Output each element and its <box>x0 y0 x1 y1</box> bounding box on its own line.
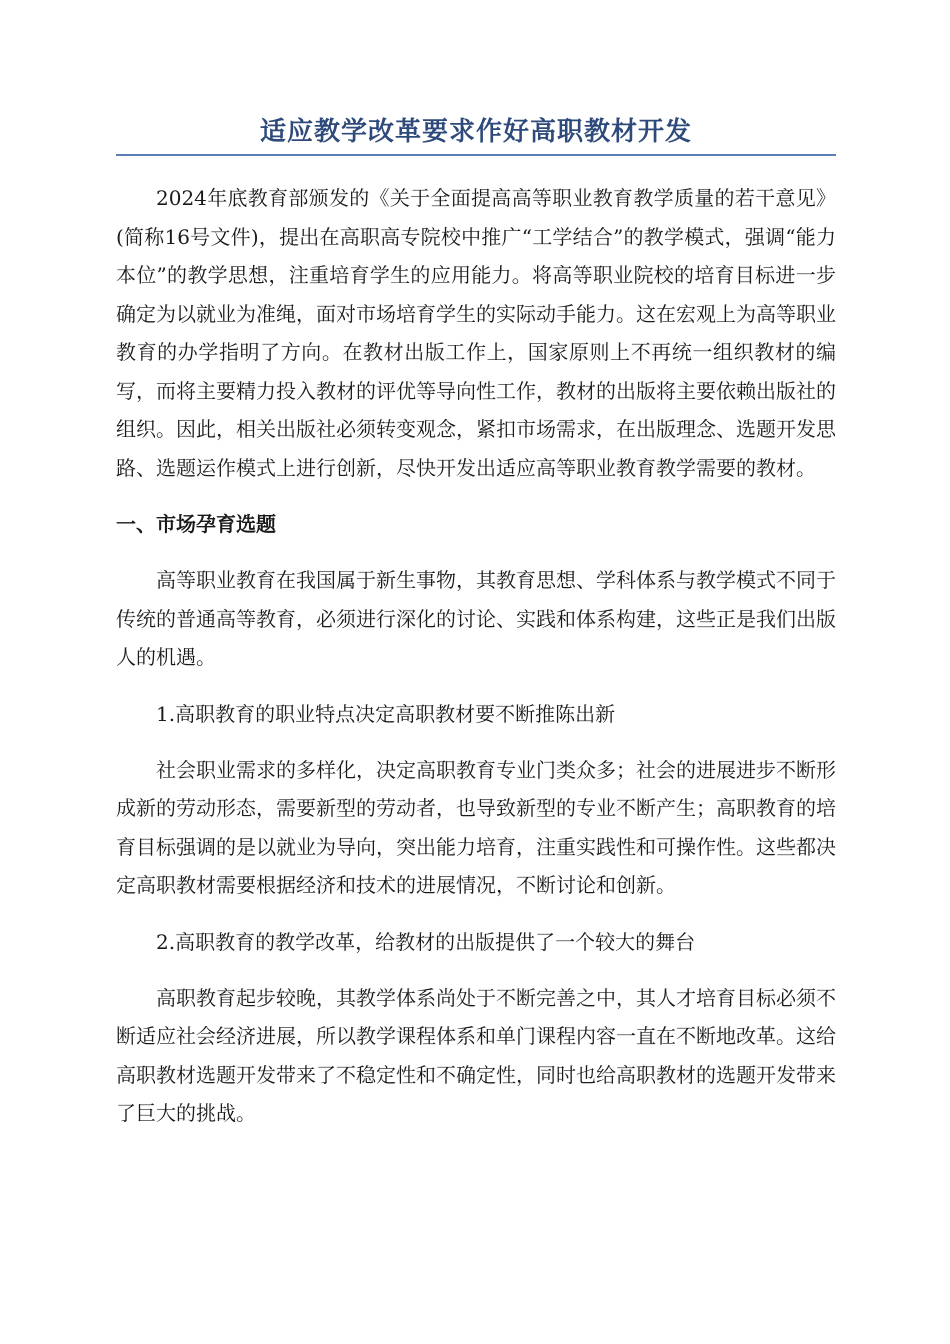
subsection-heading-1: 1.高职教育的职业特点决定高职教材要不断推陈出新 <box>156 701 616 726</box>
title-underline <box>116 154 836 156</box>
subsection-body-1: 社会职业需求的多样化，决定高职教育专业门类众多；社会的进展进步不断形成新的劳动形态，需要新型的劳动者，也导致新型的专业不断产生；高职教育的培育目标强调的是以就业为导向，突出能力培育，注重实践性和可操作性。这些都决定高职教材需要根据经济和技术的进展情况，不断讨论和创新。 <box>116 757 836 897</box>
section-heading: 一、市场孕育选题 <box>116 512 276 536</box>
intro-paragraph: 2024年底教育部颁发的《关于全面提高高等职业教育教学质量的若干意见》(简称16号文件)，提出在高职高专院校中推广“工学结合”的教学模式，强调“能力本位”的教学思想，注重培育学生的应用能力。将高等职业院校的培育目标进一步确定为以就业为准绳，面对市场培育学生的实际动手能力。这在宏观上为高等职业教育的办学指明了方向。在教材出版工作上，国家原则上不再统一组织教材的编写，而将主要精力投入教材的评优等导向性工作，教材的出版将主要依赖出版社的组织。因此，相关出版社必须转变观念，紧扣市场需求，在出版理念、选题开发思路、选题运作模式上进行创新，尽快开发出适应高等职业教育教学需要的教材。 <box>116 186 836 480</box>
document-page <box>116 0 836 1133</box>
subsection-heading-2: 2.高职教育的教学改革，给教材的出版提供了一个较大的舞台 <box>156 929 696 954</box>
document-title: 适应教学改革要求作好高职教材开发 <box>259 117 692 147</box>
section-intro-paragraph: 高等职业教育在我国属于新生事物，其教育思想、学科体系与教学模式不同于传统的普通高等教育，必须进行深化的讨论、实践和体系构建，这些正是我们出版人的机遇。 <box>116 568 836 669</box>
subsection-body-2: 高职教育起步较晚，其教学体系尚处于不断完善之中，其人才培育目标必须不断适应社会经济进展，所以教学课程体系和单门课程内容一直在不断地改革。这给高职教材选题开发带来了不稳定性和不确定性，同时也给高职教材的选题开发带来了巨大的挑战。 <box>116 985 836 1125</box>
